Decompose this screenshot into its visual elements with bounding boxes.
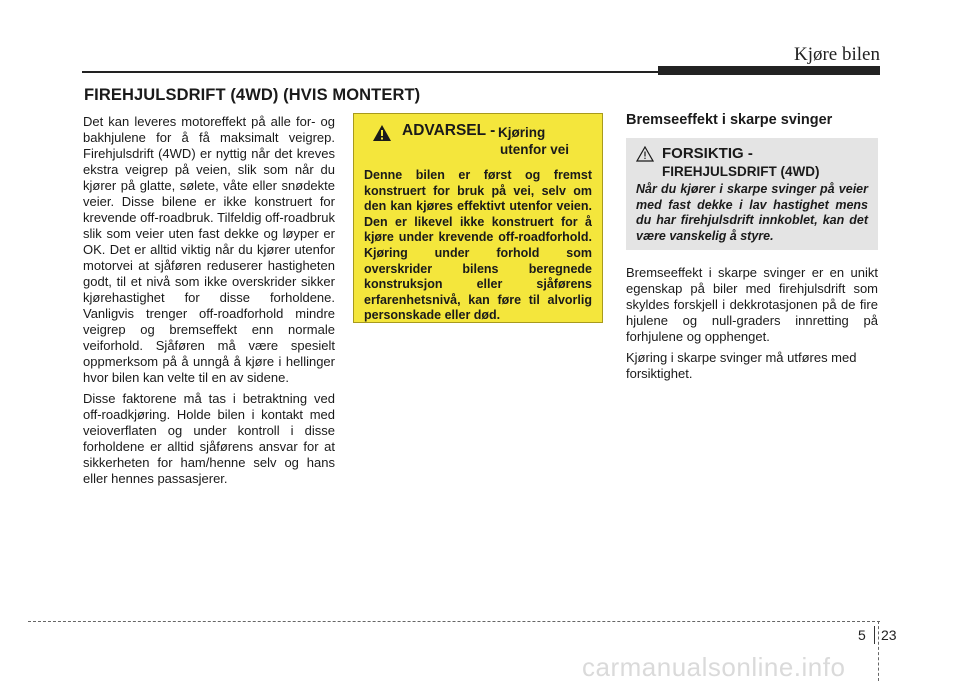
left-column	[83, 114, 335, 492]
body-paragraph: Bremseeffekt i skarpe svinger er en unikt egenskap på biler med firehjulsdrift som skyldes forskjell i dekkrotasjonen på de fire hjulene og null-graders innretting på forhjulene og opphenget.	[626, 265, 878, 344]
header-rule-thin	[82, 71, 658, 73]
warning-subtitle	[498, 124, 569, 158]
body-paragraph: Kjøring i skarpe svinger må utføres med forsiktighet.	[626, 350, 857, 381]
right-column	[626, 265, 878, 387]
warning-subtitle-line: Kjøring	[498, 125, 546, 140]
footer-vertical-rule	[878, 621, 879, 681]
footer-rule	[28, 621, 880, 622]
caution-title: FORSIKTIG -	[662, 145, 753, 162]
body-paragraph: Det kan leveres motoreffekt på alle for- og bakhjulene for å få maksimalt veigrep. Firehjulsdrift (4WD) er nyttig når det kreves ekstra veigrep på veien, slik som når du kjører på glatte, sølete, våte eller snødekte veier. Disse bilene er ikke konstruert for krevende off-roadbruk. Tilfeldig off-roadbruk slik som veier uten fast dekke og løyper er OK. Det er alltid viktig når du kjører utenfor motorvei at sjåføren reduserer hastigheten godt, til et nivå som ikke overskrider sikker kjørehastighet for disse forholdene. Vanligvis trenger off-roadforhold mindre veigrep og bremseffekt enn normale veiforhold. Sjåføren må være spesielt oppmerksom på å unngå å kjøre i hellinger hvor bilen kan velte til en av sidene.	[83, 114, 335, 385]
warning-title: ADVARSEL -	[402, 122, 496, 139]
watermark: carmanualsonline.info	[582, 652, 846, 682]
header-rule-thick	[658, 66, 880, 75]
page-number: 23	[881, 627, 897, 643]
caution-triangle-icon	[636, 146, 654, 162]
caution-subtitle: FIREHJULSDRIFT (4WD)	[662, 164, 820, 179]
page-number-separator	[874, 626, 875, 644]
caution-body: Når du kjører i skarpe svinger på veier med fast dekke i lav hastighet mens du har firehjulsdrift innkoblet, kan det være vanskelig å styre.	[636, 182, 868, 243]
page-chapter-number: 5	[858, 627, 866, 643]
section-heading: FIREHJULSDRIFT (4WD) (HVIS MONTERT)	[84, 86, 421, 104]
warning-subtitle-line: utenfor vei	[500, 142, 570, 157]
body-paragraph: Disse faktorene må tas i betraktning ved off-roadkjøring. Holde bilen i kontakt med veioverflaten og under kontroll i disse forholdene er alltid sjåførens ansvar for at sikkerheten for ham/henne selv og hans eller hennes passasjerer.	[83, 391, 335, 486]
chapter-title: Kjøre bilen	[793, 44, 880, 65]
subsection-heading: Bremseeffekt i skarpe svinger	[626, 112, 833, 128]
warning-box	[353, 113, 603, 323]
caution-box	[626, 138, 878, 250]
warning-triangle-icon	[372, 124, 392, 142]
warning-body: Denne bilen er først og fremst konstruert for bruk på vei, selv om den kan kjøres effektivt utenfor veien. Den er likevel ikke konstruert for å kjøre under krevende off-roadforhold. Kjøring under forhold som overskrider bilens beregnede konstruksjon eller sjåførens erfarenhetsnivå, kan føre til alvorlig personskade eller død.	[364, 168, 592, 323]
warning-header	[364, 122, 592, 164]
